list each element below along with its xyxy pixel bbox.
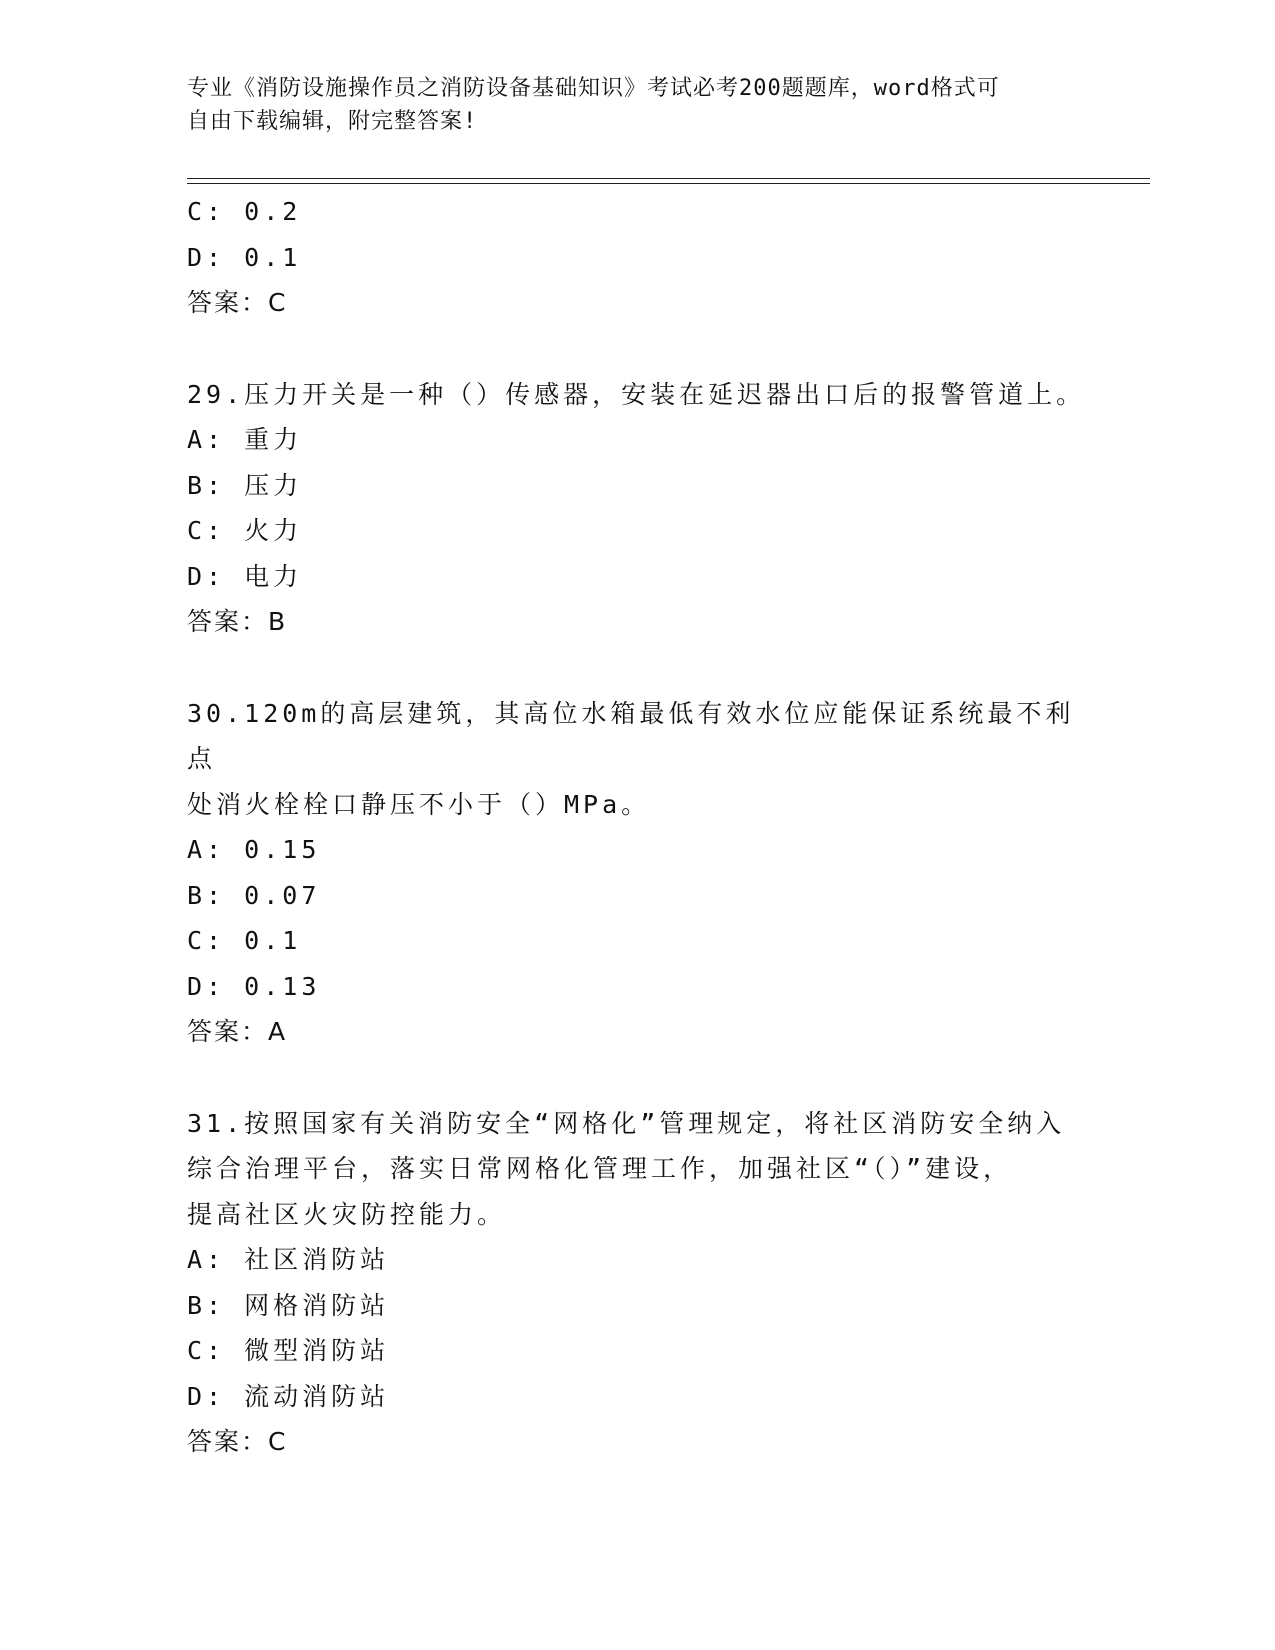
answer-line: 答案：C [187, 288, 288, 317]
option-label: B: [187, 880, 226, 910]
question-text-line: 30.120m的高层建筑，其高位水箱最低有效水位应能保证系统最不利点 [187, 698, 1075, 773]
option-d [187, 1374, 1087, 1420]
option-a [187, 1237, 1087, 1283]
question-31 [187, 1101, 1087, 1465]
option-label: A: [187, 425, 226, 454]
option-label: C: [187, 926, 226, 955]
option-d [187, 235, 1087, 281]
document-header [187, 72, 1087, 138]
option-label: C: [187, 1336, 226, 1365]
document-body [187, 189, 1087, 1465]
question-30 [187, 691, 1087, 1055]
question-text [187, 691, 1087, 828]
option-text: 0.2 [244, 197, 302, 226]
option-label: D: [187, 971, 226, 1001]
option-text: 电力 [244, 561, 303, 591]
option-label: B: [187, 470, 226, 500]
header-divider-bottom [187, 183, 1150, 184]
question-text-line: 29.压力开关是一种（）传感器，安装在延迟器出口后的报警管道上。 [187, 379, 1086, 409]
option-text: 0.15 [244, 835, 321, 864]
option-text: 微型消防站 [244, 1336, 390, 1365]
question-text [187, 372, 1087, 418]
option-text: 流动消防站 [244, 1381, 390, 1411]
option-b [187, 463, 1087, 509]
option-label: A: [187, 1245, 226, 1274]
question-text-line: 处消火栓栓口静压不小于（）MPa。 [187, 789, 651, 819]
question-text-line: 提高社区火灾防控能力。 [187, 1199, 507, 1229]
option-text: 火力 [244, 516, 303, 545]
option-c [187, 189, 1087, 235]
option-label: B: [187, 1290, 226, 1320]
option-label: C: [187, 197, 226, 226]
option-text: 社区消防站 [244, 1245, 390, 1274]
option-label: D: [187, 242, 226, 272]
answer-line: 答案：B [187, 607, 288, 636]
question-text [187, 1101, 1087, 1238]
option-text: 0.1 [244, 926, 302, 955]
question-text-line: 综合治理平台，落实日常网格化管理工作，加强社区“（）”建设， [187, 1154, 1013, 1183]
header-line-1: 专业《消防设施操作员之消防设备基础知识》考试必考200题题库，word格式可 [187, 76, 1000, 101]
answer-line: 答案：C [187, 1427, 288, 1456]
previous-question-tail [187, 189, 1087, 326]
option-a [187, 417, 1087, 463]
option-label: C: [187, 516, 226, 545]
option-text: 重力 [244, 425, 303, 454]
answer-line: 答案：A [187, 1017, 288, 1046]
option-d [187, 554, 1087, 600]
option-text: 网格消防站 [244, 1290, 390, 1320]
option-label: D: [187, 561, 226, 591]
option-d [187, 964, 1087, 1010]
option-text: 压力 [244, 470, 303, 500]
header-line-2: 自由下载编辑，附完整答案! [187, 109, 478, 134]
option-text: 0.1 [244, 242, 302, 272]
option-text: 0.07 [244, 880, 321, 910]
option-text: 0.13 [244, 971, 321, 1001]
option-b [187, 873, 1087, 919]
question-text-line: 31.按照国家有关消防安全“网格化”管理规定，将社区消防安全纳入 [187, 1108, 1066, 1138]
header-divider-top [187, 178, 1150, 179]
option-c [187, 918, 1087, 964]
option-label: A: [187, 835, 226, 864]
question-29 [187, 372, 1087, 645]
option-a [187, 827, 1087, 873]
option-c [187, 1328, 1087, 1374]
option-c [187, 508, 1087, 554]
option-label: D: [187, 1381, 226, 1411]
option-b [187, 1283, 1087, 1329]
